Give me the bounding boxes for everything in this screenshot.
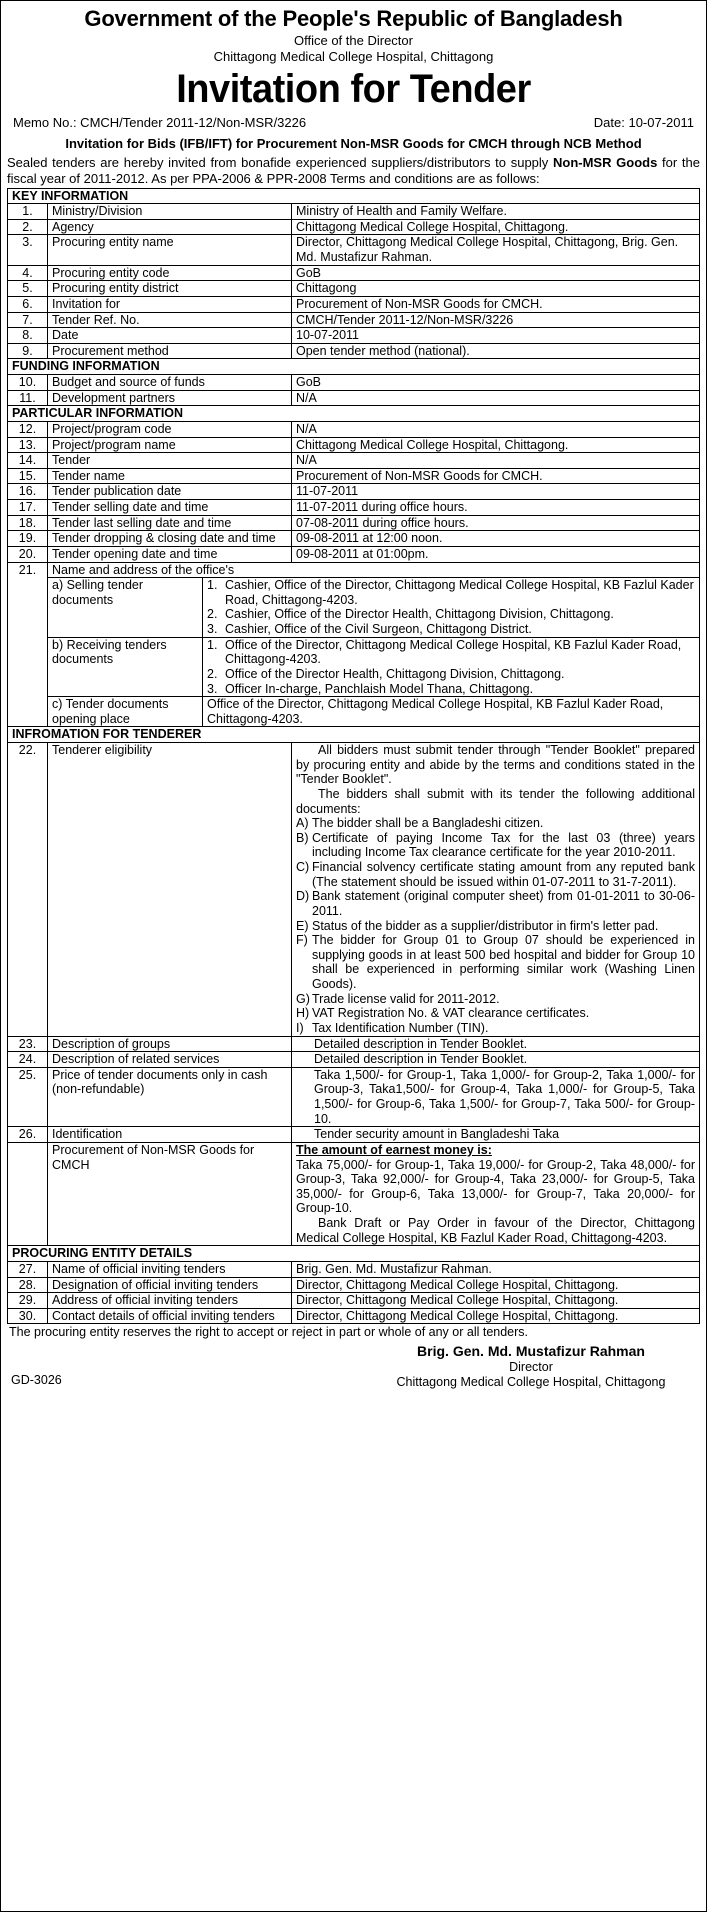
table-row: [8, 743, 700, 1037]
intro-text-bold: Non-MSR Goods: [553, 155, 658, 171]
signatory-institution: Chittagong Medical College Hospital, Chittagong: [396, 1374, 666, 1389]
list-text: Officer In-charge, Panchlaish Model Thana, Chittagong.: [225, 681, 534, 696]
row-number: 15.: [8, 468, 48, 484]
row-value: Director, Chittagong Medical College Hospital, Chittagong.: [292, 1308, 700, 1324]
table-row: [8, 500, 700, 516]
table-row: [8, 546, 700, 562]
intro-text-c: for the fiscal year of 2011-2012. As per PPA-2006 & PPR-2008 Terms and conditions are as follows:: [7, 155, 701, 186]
list-item: [207, 667, 695, 682]
subrow-b: [8, 637, 700, 697]
item-text: The bidder for Group 01 to Group 07 should be experienced in supplying goods in at least 500 bed hospital and bidder for Group 10 shall be experienced in performing similar work (Washing Linen Goods).: [312, 933, 695, 992]
list-text: Cashier, Office of the Civil Surgeon, Chittagong District.: [225, 622, 532, 637]
item-marker: C): [296, 860, 310, 875]
table-row: [8, 1277, 700, 1293]
table-row: [8, 484, 700, 500]
notice-header: [7, 6, 700, 113]
row-number: 21.: [8, 562, 48, 727]
row-number: 9.: [8, 343, 48, 359]
row-number: 19.: [8, 531, 48, 547]
eligibility-item: [296, 831, 695, 860]
row-label: Tender: [48, 453, 292, 469]
row-value: 07-08-2011 during office hours.: [292, 515, 700, 531]
subrow-label: a) Selling tender documents: [48, 578, 203, 638]
subrow-label: c) Tender documents opening place: [48, 697, 203, 727]
eligibility-item: [296, 933, 695, 992]
row-label: Development partners: [48, 390, 292, 406]
item-marker: F): [296, 933, 308, 948]
item-text: VAT Registration No. & VAT clearance certificates.: [312, 1006, 590, 1021]
row-label: Tender opening date and time: [48, 546, 292, 562]
row-value: Chittagong Medical College Hospital, Chittagong.: [292, 437, 700, 453]
row-number: 6.: [8, 296, 48, 312]
row-number: 13.: [8, 437, 48, 453]
eligibility-item: [296, 1006, 695, 1021]
row-label: Project/program name: [48, 437, 292, 453]
row-label: Procurement of Non-MSR Goods for CMCH: [48, 1142, 292, 1245]
eligibility-item: [296, 1021, 695, 1036]
table-row: [8, 312, 700, 328]
section-row: [8, 359, 700, 375]
row-number: 28.: [8, 1277, 48, 1293]
row-number: 16.: [8, 484, 48, 500]
tender-table: [7, 188, 700, 1325]
row-label: Tender last selling date and time: [48, 515, 292, 531]
row-label: Procuring entity code: [48, 265, 292, 281]
row-label: Name and address of the office's: [48, 562, 700, 578]
row-number: 14.: [8, 453, 48, 469]
item-marker: I): [296, 1020, 304, 1035]
row-label: Name of official inviting tenders: [48, 1261, 292, 1277]
eligibility-content: [292, 743, 700, 1037]
item-text: Bank statement (original computer sheet) from 01-01-2011 to 30-06-2011.: [312, 889, 695, 918]
eligibility-item: [296, 860, 695, 889]
row-value: Open tender method (national).: [292, 343, 700, 359]
row-value: Detailed description in Tender Booklet.: [292, 1052, 700, 1068]
section-row: [8, 406, 700, 422]
subrow-list: [203, 637, 700, 697]
row-number: 3.: [8, 235, 48, 265]
memo-number: Memo No.: CMCH/Tender 2011-12/Non-MSR/3226: [13, 114, 307, 130]
list-item: [207, 622, 695, 637]
list-text: Cashier, Office of the Director Health, Chittagong Division, Chittagong.: [225, 607, 614, 622]
section-funding-information: FUNDING INFORMATION: [8, 359, 700, 375]
row-number: 11.: [8, 390, 48, 406]
row-value: Detailed description in Tender Booklet.: [292, 1036, 700, 1052]
hospital-name: Chittagong Medical College Hospital, Chittagong: [213, 49, 494, 65]
item-text: Tax Identification Number (TIN).: [312, 1020, 489, 1035]
list-marker: 2.: [207, 607, 218, 622]
table-row: [8, 1052, 700, 1068]
table-row: [8, 421, 700, 437]
intro-text-a: Sealed tenders are hereby invited from bonafide experienced suppliers/distributors to supply: [7, 155, 553, 171]
earnest-money-bank: Bank Draft or Pay Order in favour of the Director, Chittagong Medical College Hospital, KB Fazlul Kader Road, Chittagong-4203.: [296, 1216, 695, 1245]
section-row: [8, 188, 700, 204]
table-row: [8, 390, 700, 406]
row-number: 4.: [8, 265, 48, 281]
eligibility-para-1: All bidders must submit tender through "Tender Booklet" prepared by procuring entity and abide by the terms and conditions stated in the "Tender Booklet".: [296, 743, 695, 787]
eligibility-item: [296, 816, 695, 831]
eligibility-item: [296, 992, 695, 1007]
row-value: 11-07-2011 during office hours.: [292, 500, 700, 516]
signatory-designation: Director: [509, 1359, 553, 1374]
row-number: 12.: [8, 421, 48, 437]
row-value: Procurement of Non-MSR Goods for CMCH.: [292, 468, 700, 484]
table-row: [8, 281, 700, 297]
table-row: [8, 531, 700, 547]
row-number: 24.: [8, 1052, 48, 1068]
row-value: 09-08-2011 at 12:00 noon.: [292, 531, 700, 547]
row-value: Director, Chittagong Medical College Hospital, Chittagong.: [292, 1277, 700, 1293]
section-row: [8, 727, 700, 743]
row-value: N/A: [292, 421, 700, 437]
subrow-value: Office of the Director, Chittagong Medical College Hospital, KB Fazlul Kader Road, Chittagong-4203.: [203, 697, 700, 727]
document-title: Invitation for Tender: [176, 66, 531, 111]
row-number: 23.: [8, 1036, 48, 1052]
list-item: [207, 682, 695, 697]
row-value: Director, Chittagong Medical College Hospital, Chittagong.: [292, 1293, 700, 1309]
row-label: Invitation for: [48, 296, 292, 312]
row-number: 20.: [8, 546, 48, 562]
row-number: 30.: [8, 1308, 48, 1324]
table-row: [8, 1127, 700, 1143]
list-marker: 3.: [207, 622, 218, 637]
row-number: 22.: [8, 743, 48, 1037]
table-row: [8, 343, 700, 359]
table-row: [8, 265, 700, 281]
row-value: Ministry of Health and Family Welfare.: [292, 204, 700, 220]
table-row: [8, 515, 700, 531]
row-label: Identification: [48, 1127, 292, 1143]
row-number: 25.: [8, 1067, 48, 1127]
eligibility-para-2: The bidders shall submit with its tender the following additional documents:: [296, 786, 695, 816]
row-value: 11-07-2011: [292, 484, 700, 500]
government-title: Government of the People's Republic of Bangladesh: [84, 6, 623, 31]
item-text: Certificate of paying Income Tax for the last 03 (three) years including Income Tax clearance certificate for the year 2010-2011.: [312, 830, 695, 860]
intro-paragraph: [7, 155, 700, 185]
memo-line: [7, 115, 700, 130]
table-row: [8, 1261, 700, 1277]
item-marker: D): [296, 889, 310, 904]
row-value: 10-07-2011: [292, 328, 700, 344]
row-value: N/A: [292, 453, 700, 469]
row-label: Procuring entity district: [48, 281, 292, 297]
list-item: [207, 607, 695, 622]
row-label: Address of official inviting tenders: [48, 1293, 292, 1309]
row-number: 26.: [8, 1127, 48, 1143]
subrow-label: b) Receiving tenders documents: [48, 637, 203, 697]
list-text: Office of the Director, Chittagong Medical College Hospital, KB Fazlul Kader Road, Chittagong-4203.: [225, 637, 682, 667]
table-row: [8, 1308, 700, 1324]
ifb-heading: Invitation for Bids (IFB/IFT) for Procurement Non-MSR Goods for CMCH through NCB Method: [65, 136, 642, 152]
row-number: 1.: [8, 204, 48, 220]
subrow-a: [8, 578, 700, 638]
row-number: 2.: [8, 219, 48, 235]
row-value: Chittagong: [292, 281, 700, 297]
row-label: Date: [48, 328, 292, 344]
table-row: [8, 437, 700, 453]
office-name: Office of the Director: [294, 32, 413, 48]
earnest-money-amounts: Taka 75,000/- for Group-1, Taka 19,000/- for Group-2, Taka 48,000/- for Group-3, Taka 92,000/- for Group-4, Taka 23,000/- for Group-5, Taka 35,000/- for Group-6, Taka 13,000/- for Group-7, Taka 20,000/- for Group-10.: [296, 1157, 695, 1216]
list-text: Cashier, Office of the Director, Chittagong Medical College Hospital, KB Fazlul Kader Road, Chittagong-4203.: [225, 578, 694, 607]
row-label: Tender Ref. No.: [48, 312, 292, 328]
list-marker: 2.: [207, 666, 218, 681]
row-value: GoB: [292, 265, 700, 281]
row-value: N/A: [292, 390, 700, 406]
eligibility-item: [296, 889, 695, 918]
row-value: Taka 1,500/- for Group-1, Taka 1,000/- for Group-2, Taka 1,000/- for Group-3, Taka1,500/- for Group-4, Taka 1,000/- for Group-5, Taka 1,500/- for Group-6, Taka 1,500/- for Group-7, Taka 500/- for Group-10.: [292, 1067, 700, 1127]
item-text: Trade license valid for 2011-2012.: [312, 991, 500, 1006]
list-marker: 1.: [207, 637, 218, 652]
row-label: Designation of official inviting tenders: [48, 1277, 292, 1293]
row-value: GoB: [292, 375, 700, 391]
subrow-list: [203, 578, 700, 638]
row-number: 7.: [8, 312, 48, 328]
table-row: [8, 1142, 700, 1245]
table-row: [8, 453, 700, 469]
signatory-name: Brig. Gen. Md. Mustafizur Rahman: [417, 1343, 645, 1360]
section-row: [8, 1246, 700, 1262]
row-label: Description of groups: [48, 1036, 292, 1052]
row-label: Budget and source of funds: [48, 375, 292, 391]
list-text: Office of the Director Health, Chittagong Division, Chittagong.: [225, 666, 565, 681]
table-row: [8, 204, 700, 220]
row-value: CMCH/Tender 2011-12/Non-MSR/3226: [292, 312, 700, 328]
row-label: Project/program code: [48, 421, 292, 437]
item-marker: B): [296, 830, 309, 845]
gd-code: GD-3026: [11, 1372, 62, 1387]
signatory: [366, 1343, 696, 1389]
list-item: [207, 578, 695, 607]
row-label: Tender selling date and time: [48, 500, 292, 516]
row-label: Procurement method: [48, 343, 292, 359]
section-information-for-tenderer: INFROMATION FOR TENDERER: [8, 727, 700, 743]
reservation-note: The procuring entity reserves the right to accept or reject in part or whole of any or all tenders.: [9, 1325, 529, 1340]
row-number: 8.: [8, 328, 48, 344]
table-row: [8, 219, 700, 235]
row-label: Agency: [48, 219, 292, 235]
item-text: Financial solvency certificate stating amount from any reputed bank (The statement should be issued within 01-07-2011 to 31-7-2011).: [312, 860, 695, 889]
row-label: Procuring entity name: [48, 235, 292, 265]
subrow-c: [8, 697, 700, 727]
row-value: 09-08-2011 at 01:00pm.: [292, 546, 700, 562]
list-marker: 1.: [207, 578, 218, 593]
earnest-money-heading: The amount of earnest money is:: [296, 1142, 492, 1157]
row-number: 17.: [8, 500, 48, 516]
memo-date: Date: 10-07-2011: [593, 114, 694, 130]
row-label: Tender name: [48, 468, 292, 484]
table-row: [8, 375, 700, 391]
row-label: Price of tender documents only in cash (non-refundable): [48, 1067, 292, 1127]
table-row: [8, 1036, 700, 1052]
row-label: Tenderer eligibility: [48, 743, 292, 1037]
table-row: [8, 328, 700, 344]
item-marker: G): [296, 991, 310, 1006]
row-number: 10.: [8, 375, 48, 391]
list-item: [207, 638, 695, 667]
earnest-money-content: [292, 1142, 700, 1245]
item-marker: E): [296, 918, 309, 933]
row-value: Director, Chittagong Medical College Hospital, Chittagong, Brig. Gen. Md. Mustafizur Rahman.: [292, 235, 700, 265]
row-number-empty: [8, 1142, 48, 1245]
row-value: Procurement of Non-MSR Goods for CMCH.: [292, 296, 700, 312]
row-label: Description of related services: [48, 1052, 292, 1068]
table-row: [8, 296, 700, 312]
row-number: 27.: [8, 1261, 48, 1277]
table-row: [8, 1293, 700, 1309]
row-number: 5.: [8, 281, 48, 297]
table-row: [8, 562, 700, 578]
row-value: Tender security amount in Bangladeshi Taka: [292, 1127, 700, 1143]
item-text: The bidder shall be a Bangladeshi citizen.: [312, 816, 544, 831]
tender-table-body: [8, 188, 700, 1324]
table-row: [8, 1067, 700, 1127]
row-value: Chittagong Medical College Hospital, Chittagong.: [292, 219, 700, 235]
list-marker: 3.: [207, 681, 218, 696]
row-number: 29.: [8, 1293, 48, 1309]
row-number: 18.: [8, 515, 48, 531]
section-procuring-entity-details: PROCURING ENTITY DETAILS: [8, 1246, 700, 1262]
row-value: Brig. Gen. Md. Mustafizur Rahman.: [292, 1261, 700, 1277]
item-marker: H): [296, 1006, 310, 1021]
row-label: Ministry/Division: [48, 204, 292, 220]
row-label: Contact details of official inviting tenders: [48, 1308, 292, 1324]
section-key-information: KEY INFORMATION: [8, 188, 700, 204]
item-marker: A): [296, 816, 309, 831]
eligibility-item: [296, 919, 695, 934]
row-label: Tender publication date: [48, 484, 292, 500]
signature-block: [7, 1343, 700, 1389]
section-particular-information: PARTICULAR INFORMATION: [8, 406, 700, 422]
table-row: [8, 468, 700, 484]
table-row: [8, 235, 700, 265]
item-text: Status of the bidder as a supplier/distributor in firm's letter pad.: [312, 918, 659, 933]
row-label: Tender dropping & closing date and time: [48, 531, 292, 547]
